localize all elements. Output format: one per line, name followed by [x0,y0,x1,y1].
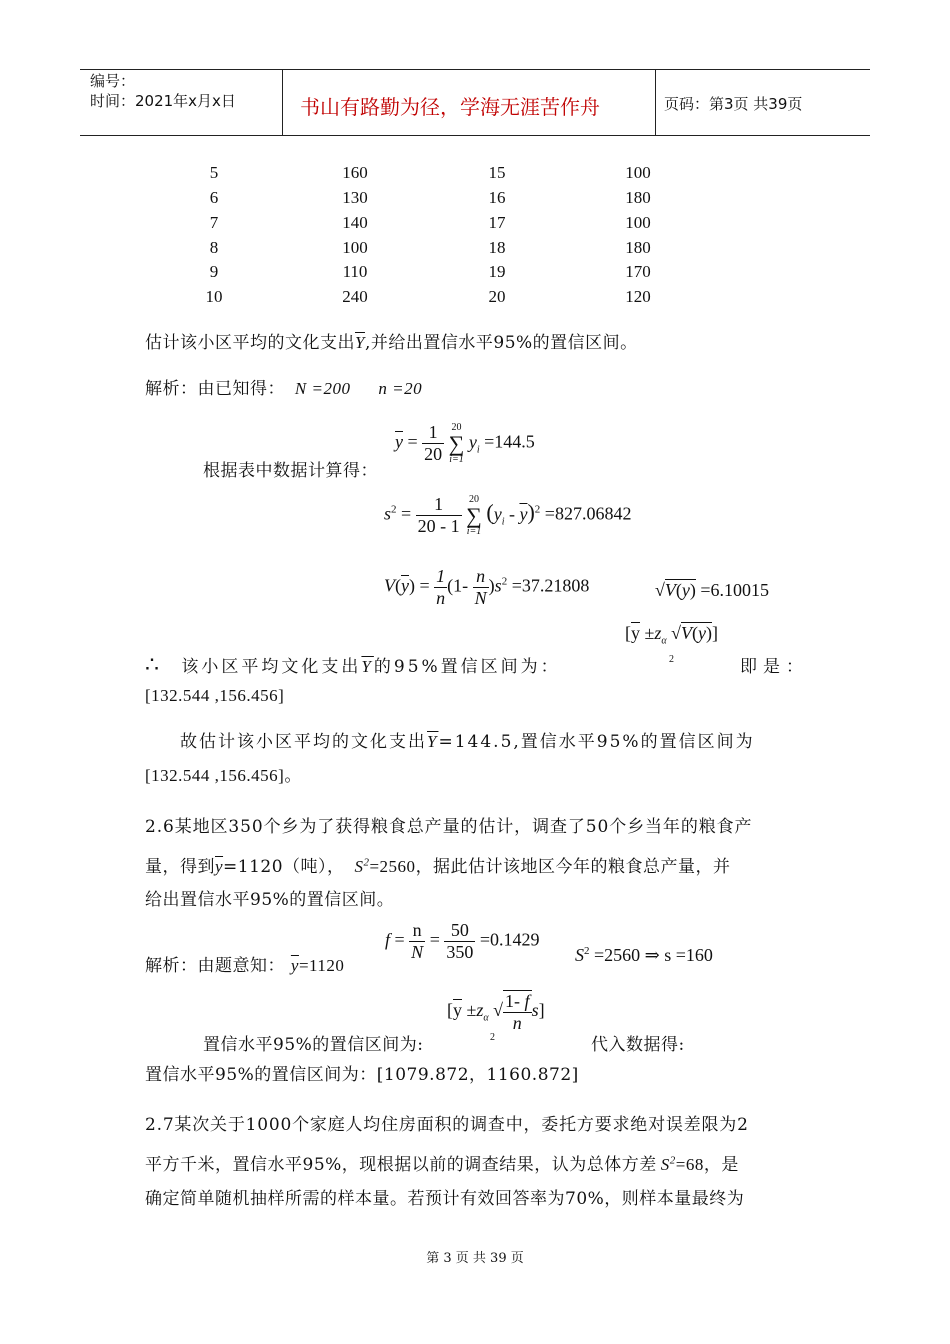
q25-N-eq: N =200 [294,379,351,398]
q25-sqrtV-value: =6.10015 [700,580,770,600]
header-motto: 书山有路勤为径，学海无涯苦作舟 [300,95,600,119]
q27-line2-a: 平方千米，置信水平95%，现根据以前的调查结果，认为总体方差 [145,1155,657,1175]
header-date: 时间：2021年x月x日 [90,92,236,110]
q25-n-eq: n =20 [378,379,423,398]
q25-calc-label: 根据表中数据计算得： [203,461,378,481]
q26-line2-a: 量，得到 [145,857,215,877]
q25-analysis [145,374,422,399]
q25-final-a: 故估计该小区平均的文化支出 [180,732,427,752]
y-bar-symbol: $\overline{y}$ [215,857,224,876]
q25-conclusion [145,652,561,678]
q26-line2-b: =1120（吨）， [223,857,345,877]
table-cell: 20 [488,287,506,306]
formula-s2-chain: $S^2 =2560$ ⇒ s =160 [575,945,713,965]
table-cell: 180 [625,238,651,257]
table-cell: 110 [342,262,368,281]
q26-substitute: 代入数据得: [591,1035,685,1055]
formula-variance: $V(\overline{y})$ = $\frac{1}{n}$ (1- $\frac{n}{N}$ )$s^2 =37.21808$ [384,566,590,608]
q26-line1: 2.6某地区350个乡为了获得粮食总产量的估计，调查了50个乡当年的粮食产 [145,817,753,837]
q26-result: 置信水平95%的置信区间为：[1079.872，1160.872] [145,1065,579,1085]
table-cell: 10 [205,287,223,306]
q25-ybar-value: =144.5 [484,431,535,452]
q25-prompt-b: ,并给出置信水平95%的置信区间。 [364,333,638,353]
q25-interval: [132.544 ,156.456] [145,686,285,705]
q27-line2 [145,1150,739,1175]
page-footer: 第 3 页 共 39 页 [426,1251,524,1266]
Y-bar-symbol: $\overline{Y}$ [355,333,365,352]
header-page-label: 页码：第3页 共39页 [664,95,803,113]
table-cell: 19 [488,262,506,281]
q25-prompt [145,328,638,353]
formula-ci-q25: [$\overline{y} \pm z_\alpha$ $√V(\overline{y})$] [625,623,719,647]
formula-ybar: $\overline{y}$ = $\frac{1}{20}$ 20 ∑ i=1 $y_i =144.5$ [395,421,535,465]
formula-sqrtV: $√V(\overline{y}) =6.10015$ [655,580,770,600]
table-cell: 9 [209,262,219,281]
table-cell: 8 [209,238,219,257]
header-number-label: 编号： [90,72,136,90]
ci-subscript-2: 2 [490,1032,495,1043]
q25-final-b: =144.5,置信水平95%的置信区间为 [438,732,755,752]
q25-analysis-label: 解析：由已知得： [145,379,285,399]
ci-subscript-2: 2 [669,654,674,665]
table-cell: 130 [342,188,368,207]
therefore-symbol: ∴ [145,652,159,677]
q27-line3: 确定简单随机抽样所需的样本量。若预计有效回答率为70%，则样本量最终为 [145,1189,745,1209]
q26-f-value: =0.1429 [479,929,540,950]
q25-final [180,727,755,752]
header-divider-right [655,69,656,136]
q27-line1: 2.7某次关于1000个家庭人均住房面积的调查中，委托方要求绝对误差限为2 [145,1115,749,1135]
table-cell: 7 [209,213,219,232]
table-cell: 100 [625,213,651,232]
q26-ybar-value: =1120 [298,956,345,975]
y-bar-symbol: $\overline{y}$ [290,956,299,975]
S2-symbol: $S^2$ [660,1154,676,1174]
header-top-rule [80,69,870,70]
table-cell: 170 [625,262,651,281]
q25-V-value: =37.21808 [511,575,590,596]
q25-conclusion-text: 该小区平均文化支出 [181,657,362,677]
q25-final-interval: [132.544 ,156.456]。 [145,766,302,785]
table-cell: 5 [209,163,219,182]
q27-line2-b: =68，是 [675,1155,739,1174]
q26-analysis-label: 解析：由题意知： [145,956,285,976]
formula-ci-q26: [$\overline{y} \pm z_\alpha$ √ $\frac{1- f}{n}$ s] [447,991,545,1033]
q25-jishi: 即是： [740,657,809,677]
q26-ci-label: 置信水平95%的置信区间为: [203,1035,424,1055]
table-cell: 18 [488,238,506,257]
table-cell: 16 [488,188,506,207]
table-cell: 6 [209,188,219,207]
q26-s2-chain: =2560 ⇒ s =160 [594,945,713,965]
q25-prompt-a: 估计该小区平均的文化支出 [145,333,355,353]
table-cell: 160 [342,163,368,182]
q26-line2 [145,852,731,877]
formula-s2: $s^2$ = $\frac{1}{20 - 1}$ 20 ∑ i=1 $(y_i - \overline{y})^2 =827.06842$ [384,493,632,537]
Y-bar-symbol: $\overline{Y}$ [361,657,374,676]
header-bottom-rule [80,135,870,136]
table-cell: 100 [625,163,651,182]
table-cell: 180 [625,188,651,207]
Y-bar-symbol: $\overline{Y}$ [427,732,439,751]
header-divider-left [282,69,283,136]
q26-line2-s2: =2560 [369,857,416,876]
q25-s2-value: =827.06842 [544,503,632,524]
q26-line3: 给出置信水平95%的置信区间。 [145,890,395,910]
table-cell: 120 [625,287,651,306]
q26-analysis [145,951,344,976]
formula-f: f = $\frac{n}{N}$ = $\frac{50}{350}$ =0.1429 [385,920,540,962]
q26-line2-c: ，据此估计该地区今年的粮食总产量，并 [415,857,731,877]
table-cell: 100 [342,238,368,257]
table-cell: 140 [342,213,368,232]
table-cell: 240 [342,287,368,306]
table-cell: 17 [488,213,506,232]
S2-symbol: $S^2$ [354,856,370,876]
q25-conclusion-text2: 的95%置信区间为： [373,657,561,677]
table-cell: 15 [488,163,506,182]
